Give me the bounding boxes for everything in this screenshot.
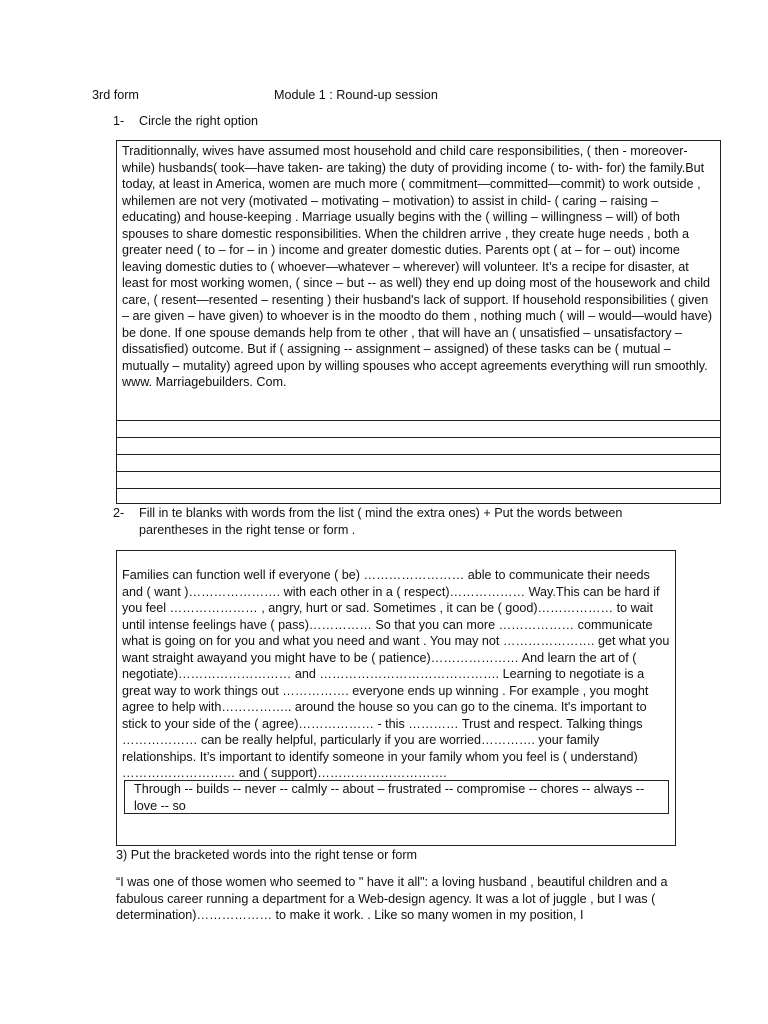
exercise2-text: Families can function well if everyone ( be) …………………… able to communicate their needs and ( want )…………………. with each other in a ( respect)……………… Way.This can be hard if you feel ………………… , angry, hurt or sad. Sometimes , it can be ( good)……………… to wait until intense feelings have ( pass)…………… So that you can more ……………… communicate what is going on for you and what you need and want . You may not …………………. get what you want straight awayand you might have to be ( patience)………………… And learn the art of ( negotiate)……………………… and ……………………………………. Learning to negotiate is a great way to work things out ……………. everyone ends up winning . For example , you moght agree to help with…………….. around the house so you can go to the cinema. It's important to stick to your side of the ( agree)……………… - this ………… Trust and respect. Talking things ……………… can be really helpful, particularly if you are worried…………. your family relationships. It’s important to identify someone in your family whom you feel is ( understand) ……………………… and ( support)…………………………. bbox=[122, 568, 670, 780]
exercise1-text: Traditionnally, wives have assumed most household and child care responsibilities, ( then - moreover- while) husbands( took—have taken- are taking) the duty of providing income ( to- with- for) the family.But today, at least in America, women are much more ( commitment—committed—commit) to work outside , whilemen are not very (motivated – motivating – motivation) to assist in child- ( caring – raising – educating) and house-keeping . Marriage usually begins with the ( willing – willingness – will) of both spouses to share domestic responsibilities. When the children arrive , they create huge needs , both a greater need ( to – for – in ) income and greater domestic duties. Parents opt ( at – for – out) income leaving domestic duties to ( whoever—whatever – wherever) will volunteer. It’s a recipe for disaster, at least for most working women, ( since – but -- as well) they end up doing most of the housework and child care, ( resent—resented – resenting ) their husband's lack of support. If household responsibilities ( given – are given – have given) to whoever is in the moodto do them , nothing much ( will – would—would have) be done. If one spouse demands help from te other , that will have an ( unsatisfied – unsatisfactory – dissatisfied) outcome. But if ( assigning -- assignment – assigned) of these tasks can be ( mutual – mutually – mutality) agreed upon by willing spouses who accept agreements everything will run smoothly. bbox=[122, 144, 713, 373]
answer-line bbox=[117, 471, 720, 472]
exercise2-instruction: Fill in te blanks with words from the list ( mind the extra ones) + Put the words between parentheses in the right tense or form . bbox=[139, 506, 623, 537]
module-title: Module 1 : Round-up session bbox=[274, 88, 438, 102]
exercise1-instruction: Circle the right option bbox=[139, 114, 259, 128]
exercise3-instruction: 3) Put the bracketed words into the right tense or form bbox=[116, 848, 418, 862]
form-label: 3rd form bbox=[92, 88, 139, 102]
exercise1-source: www. Marriagebuilders. Com. bbox=[122, 375, 287, 389]
exercise1-passage bbox=[122, 143, 715, 391]
word-list-box bbox=[124, 780, 669, 814]
exercise1-box bbox=[116, 140, 721, 504]
answer-line bbox=[117, 454, 720, 455]
exercise3-text: “I was one of those women who seemed to " have it all": a loving husband , beautiful children and a fabulous career running a department for a Web-design agency. It was a lot of juggle , but I was ( determination)……………… to make it work. . Like so many women in my position, I bbox=[116, 875, 668, 922]
exercise1-number: 1- bbox=[113, 114, 125, 128]
answer-line bbox=[117, 420, 720, 421]
exercise1-heading bbox=[113, 113, 653, 130]
exercise2-box bbox=[116, 550, 676, 846]
answer-line bbox=[117, 488, 720, 489]
exercise2-heading bbox=[113, 505, 653, 538]
word-list: Through -- builds -- never -- calmly -- about – frustrated -- compromise -- chores -- always -- love -- so bbox=[134, 782, 645, 813]
exercise2-number: 2- bbox=[113, 506, 125, 520]
answer-line bbox=[117, 437, 720, 438]
